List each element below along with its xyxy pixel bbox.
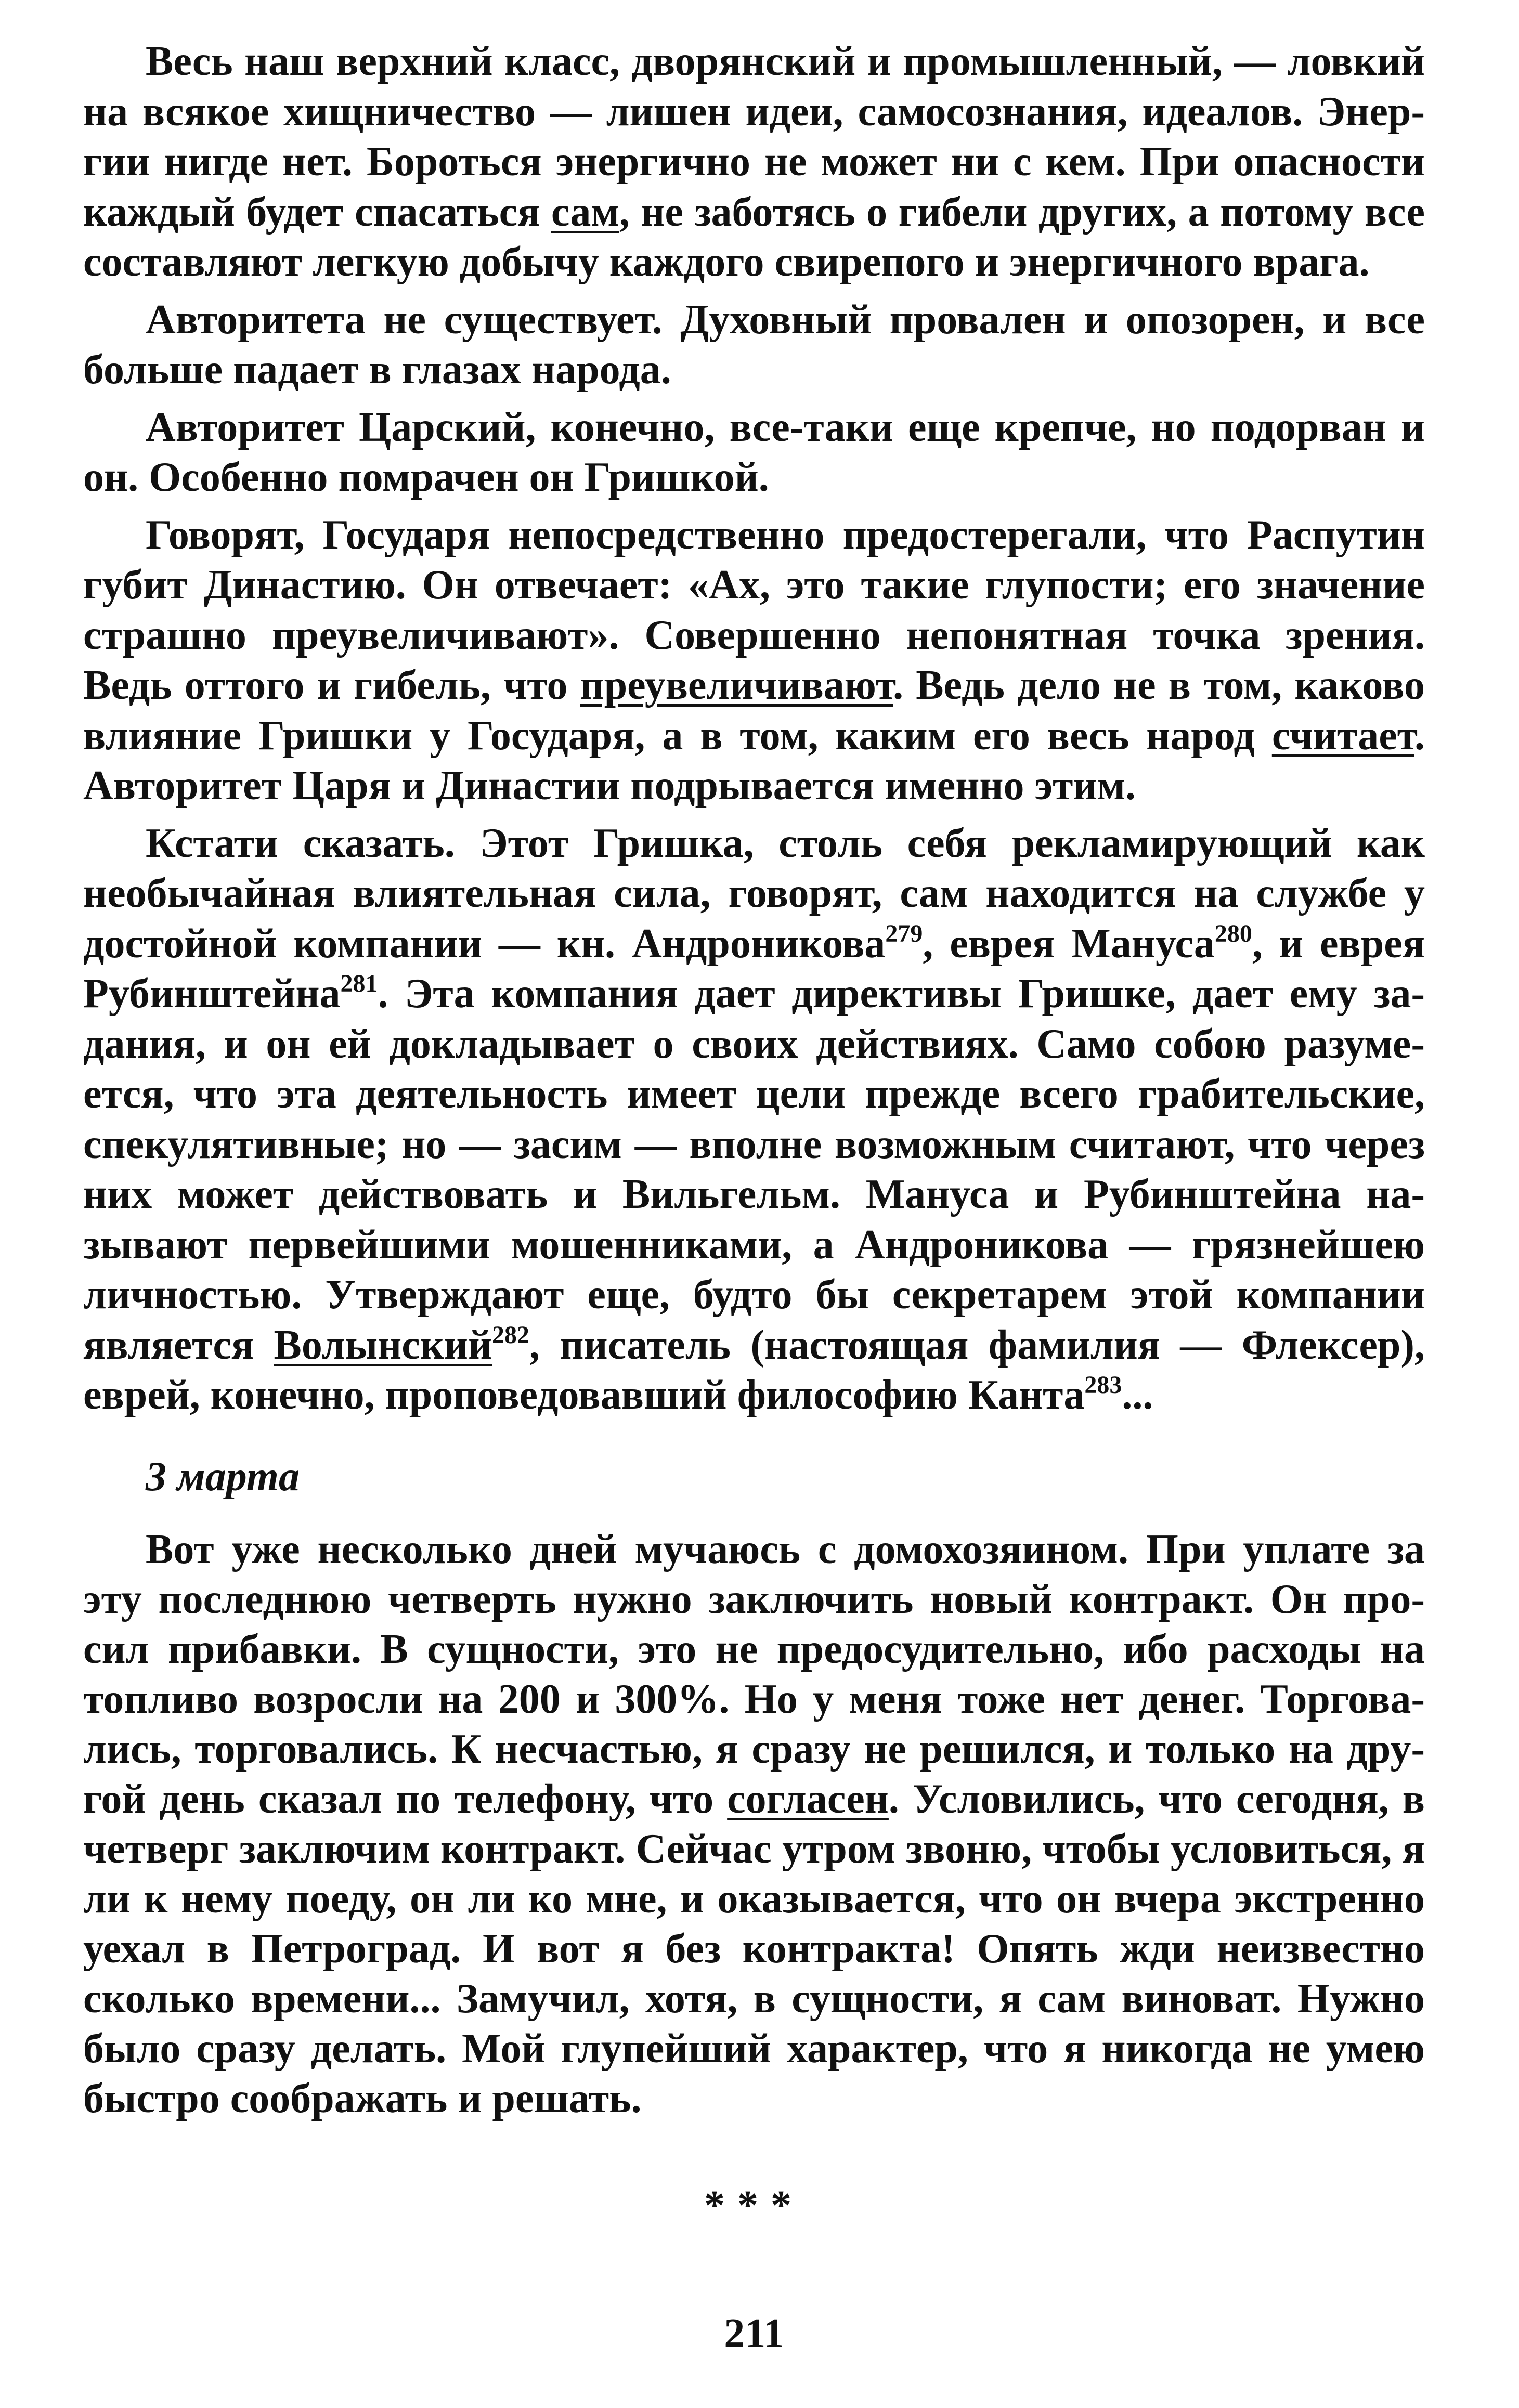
page-number: 211	[724, 2311, 784, 2357]
paragraph-5	[83, 818, 1425, 1421]
book-page	[83, 36, 1425, 2376]
underlined-word-soglasen: согласен	[727, 1776, 889, 1822]
paragraph-4-text-c: . Авторитет Царя и Династии подрывается именно этим.	[83, 712, 1425, 809]
footnote-ref-281[interactable]: 281	[340, 970, 378, 997]
paragraph-3-text: Авторитет Царский, конечно, все-таки еще крепче, но подорван и он. Особенно помрачен он Гришкой.	[83, 404, 1425, 500]
paragraph-3	[83, 402, 1425, 503]
footnote-ref-279[interactable]: 279	[885, 919, 923, 947]
paragraph-5-text-c: , и еврея Рубинштейна	[83, 920, 1425, 1017]
paragraph-5-text-f: ...	[1122, 1372, 1153, 1418]
paragraph-4-text-a: Говорят, Государя непосредственно предостерегали, что Распутин губит Династию. Он отвечает: «Ах, это такие глупости; его значение страшно преувеличивают». Совершенно непонятная точка зрения. Ведь оттого и гибель, что	[83, 512, 1425, 708]
paragraph-5-text-d: . Эта компания дает директивы Гришке, дает ему задания, и он ей докладывает о своих действиях. Само собою разумеется, что эта деятельность имеет цели прежде всего грабительские, спекулятивные; но — засим — вполне возможным считают, что через них может действовать и Вильгельм. Мануса и Рубинштейна называют первейшими мошенниками, а Андроникова — грязнейшею личностью. Утверждают еще, будто бы секретарем этой компании является	[83, 971, 1425, 1368]
underlined-word-preuvelichivayut: преувеличивают	[580, 662, 893, 708]
paragraph-4	[83, 510, 1425, 811]
paragraph-1-text-a: Весь наш верхний класс, дворянский и промышленный, — ловкий на всякое хищничество — лишен идеи, самосознания, идеалов. Энергии нигде нет. Бороться энергично не может ни с кем. При опасности каждый будет спасаться	[83, 38, 1425, 235]
paragraph-5-text-e: , писатель (настоящая фамилия — Флексер), еврей, конечно, проповедовавший философию Канта	[83, 1322, 1425, 1418]
footnote-ref-280[interactable]: 280	[1214, 919, 1252, 947]
paragraph-1	[83, 36, 1425, 288]
footnote-ref-283[interactable]: 283	[1084, 1371, 1122, 1399]
footnote-ref-282[interactable]: 282	[492, 1321, 530, 1349]
paragraph-5-text-a: Кстати сказать. Этот Гришка, столь себя рекламирующий как необычайная влиятельная сила, говорят, сам находится на службе у достойной компании — кн. Андроникова	[83, 820, 1425, 967]
underlined-word-volynsky: Волынский	[274, 1322, 492, 1368]
section-separator: ***	[704, 2182, 804, 2229]
paragraph-6	[83, 1525, 1425, 2124]
paragraph-4-text-b: . Ведь дело не в том, каково влияние Гришки у Государя, а в том, каким его весь народ	[83, 662, 1425, 759]
paragraph-2	[83, 295, 1425, 395]
underlined-word-schitaet: считает	[1271, 712, 1414, 759]
underlined-word-sam: сам	[551, 189, 619, 235]
paragraph-2-text: Авторитета не существует. Духовный провален и опозорен, и все больше падает в глазах народа.	[83, 296, 1425, 393]
paragraph-6-text-a: Вот уже несколько дней мучаюсь с домохозяином. При уплате за эту последнюю четверть нужно заключить новый контракт. Он просил прибавки. В сущности, это не предосудительно, ибо расходы на топливо возросли на 200 и 300%. Но у меня тоже нет денег. Торговались, торговались. К несчастью, я сразу не решился, и только на другой день сказал по телефону, что	[83, 1526, 1425, 1822]
paragraph-5-text-b: , еврея Мануса	[923, 920, 1215, 967]
paragraph-1-text-b: , не заботясь о гибели других, а потому все составляют легкую добычу каждого свирепого и энергичного врага.	[83, 189, 1425, 285]
diary-date-heading: 3 марта	[146, 1453, 300, 1500]
paragraph-6-text-b: . Условились, что сегодня, в четверг заключим контракт. Сейчас утром звоню, чтобы условиться, я ли к нему поеду, он ли ко мне, и оказывается, что он вчера экстренно уехал в Петроград. И вот я без контракта! Опять жди неизвестно сколько времени... Замучил, хотя, в сущности, я сам виноват. Нужно было сразу делать. Мой глупейший характер, что я никогда не умею быстро соображать и решать.	[83, 1776, 1425, 2121]
